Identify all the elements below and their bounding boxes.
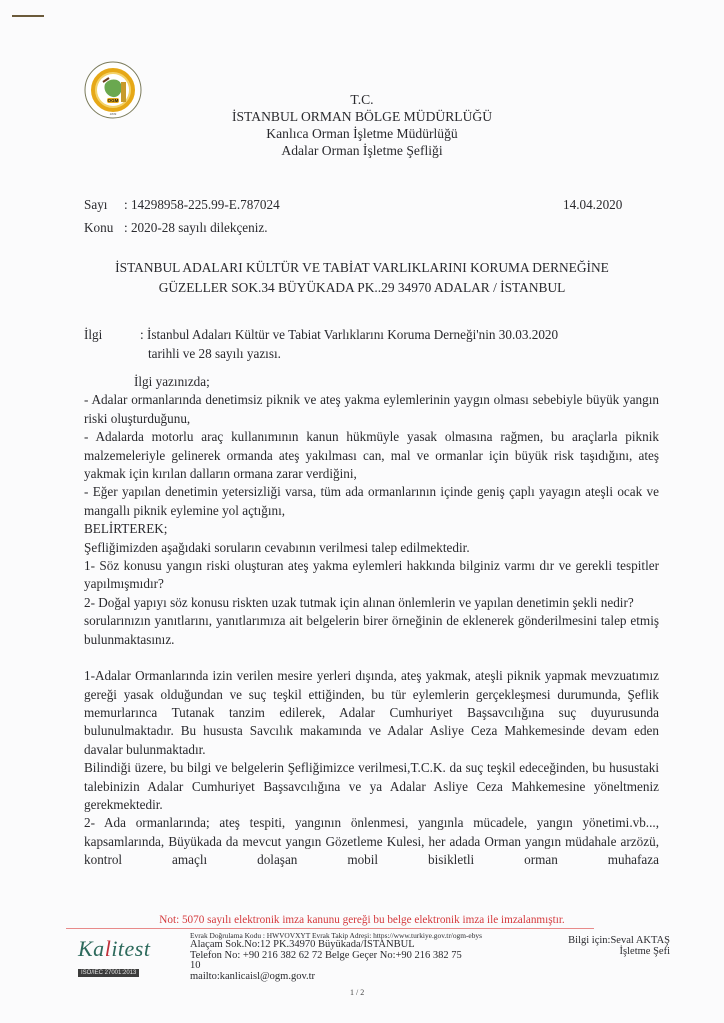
spacer (84, 649, 659, 667)
sayi-label: Sayı (84, 197, 108, 212)
kalitest-logo (78, 937, 158, 979)
answer-1-continued: Bilindiği üzere, bu bilgi ve belgelerin Şefliğimizce verilmesi,T.C.K. da suç teşkil edeceğinden, bu husustaki talebinizin Adalar Cumhuriyet Başsavcılığına ve ya Adalar Asliye Ceza Mahkemesine yöneltmeniz gerekmektedir. (84, 760, 659, 812)
recipient-name: İSTANBUL ADALARI KÜLTÜR VE TABİAT VARLIKLARINI KORUMA DERNEĞİNE (115, 260, 609, 275)
body-emphasis: BELİRTEREK; (84, 521, 168, 537)
ogm-logo (83, 60, 143, 120)
info-person: Bilgi için:Seval AKTAŞ (568, 935, 670, 946)
tree-trunk-icon (121, 82, 126, 102)
kalitest-suffix: itest (111, 936, 151, 961)
kalitest-mark: l (104, 936, 112, 961)
footer-divider (66, 928, 594, 929)
recipient-address: GÜZELLER SOK.34 BÜYÜKADA PK..29 34970 ADALAR / İSTANBUL (158, 280, 566, 295)
body-paragraph: - Eğer yapılan denetimin yetersizliği varsa, tüm ada ormanlarının içinde geniş çaplı yayagın ateşli ocak ve mangallı piknik eylemine yol açtığını, (84, 484, 659, 518)
kalitest-wordmark (78, 937, 158, 961)
verification-code: Evrak Doğrulama Kodu : HWVOVXYT Evrak Takip Adresi: https://www.turkiye.gov.tr/ogm-ebys (190, 931, 482, 940)
iso-badge: ISO/IEC 27001:2013 (78, 969, 139, 977)
letterhead (150, 91, 574, 159)
info-contact (540, 935, 670, 957)
answer-1: 1-Adalar Ormanlarında izin verilen mesire yerleri dışında, ateş yakmak, ateşli piknik yapmak mevzuatımız gereği yasak olduğundan ve suç teşkil ettiğinden, bu tür eylemlerin gerçekleşmesi durumunda, Şeflik memurlarınca Tutanak tanzim edilerek, Adalar Cumhuriyet Başsavcılığına suç duyurusunda bulunulmaktadır. Bu hususta Savcılık makamında ve Adalar Asliye Ceza Mahkemesinde devam eden davalar bulunmaktadır. (84, 668, 659, 757)
ilgi-line2: tarihli ve 28 sayılı yazısı. (148, 346, 281, 361)
footer-address: Alaçam Sok.No:12 PK.34970 Büyükada/İSTANBUL (190, 939, 415, 950)
body-paragraph: Şefliğimizden aşağıdaki soruların cevabının verilmesi talep edilmektedir. (84, 539, 470, 555)
body-paragraph: - Adalar ormanlarında denetimsiz piknik ve ateş yakma eylemlerinin yaygın olması sebebiyle büyük yangın riski oluşturduğunu, (84, 392, 659, 426)
footer-phone-cont: 10 (190, 960, 201, 971)
header-tc: T.C. (350, 92, 374, 107)
recipient-block (20, 258, 704, 298)
kalitest-prefix: Ka (78, 936, 105, 961)
footer-phone: Telefon No: +90 216 382 62 72 Belge Geçer No:+90 216 382 75 (190, 949, 462, 961)
letter-body (84, 373, 659, 870)
sayi-row (84, 196, 280, 214)
logo-ogm-text: OGM (107, 98, 119, 103)
konu-value: : 2020-28 sayılı dilekçeniz. (124, 220, 268, 235)
header-management: Kanlıca Orman İşletme Müdürlüğü (266, 126, 458, 141)
body-paragraph: - Adalarda motorlu araç kullanımının kanun hükmüyle yasak olmasına rağmen, bu araçlarla piknik malzemeleriyle gelinerek ormanda ateş yakılması can, mal ve ormanlar için büyük risk taşıdığını, ateş yakmak için kırılan dalların ormana zarar verdiğini, (84, 429, 659, 482)
document-date: 14.04.2020 (563, 197, 623, 212)
body-paragraph: sorularınızın yanıtlarını, yanıtlarımıza ait belgelerin birer örneğinin de eklenerek gönderilmesini talep etmiş bulunmaktasınız. (84, 613, 659, 647)
sayi-value: : 14298958-225.99-E.787024 (124, 197, 280, 212)
page-number: 1 / 2 (350, 988, 365, 997)
scan-mark (12, 15, 44, 17)
e-signature-note: Not: 5070 sayılı elektronik imza kanunu gereği bu belge elektronik imza ile imzalanmıştır. (159, 914, 565, 926)
ilgi-label: İlgi (84, 327, 103, 342)
info-title: İşletme Şefi (619, 946, 670, 957)
question-1: 1- Söz konusu yangın riski oluşturan ateş yakma eylemleri hakkında bilginiz varmı dır ve gerekli tespitler yapılmışmıdır? (84, 558, 659, 592)
konu-row (84, 219, 268, 237)
answer-2: 2- Ada ormanlarında; ateş tespiti, yangının önlenmesi, yangınla mücadele, yangın yönetimi.vb..., kapsamlarında, Büyükada da mevcut yangın Gözetleme Kulesi, her adada Orman yangın müdahale arzözü, kontrol amaçlı dolaşan mobil bisikletli orman muhafaza (84, 815, 659, 868)
konu-label: Konu (84, 220, 114, 235)
header-chiefdom: Adalar Orman İşletme Şefliği (281, 143, 443, 158)
body-intro: İlgi yazınızda; (134, 374, 210, 389)
header-directorate: İSTANBUL ORMAN BÖLGE MÜDÜRLÜĞÜ (231, 109, 493, 124)
footer-contact (190, 931, 482, 982)
ilgi-line1: : İstanbul Adaları Kültür ve Tabiat Varlıklarını Koruma Derneği'nin 30.03.2020 (140, 327, 559, 342)
logo-year: 1839 (109, 112, 117, 116)
footer-email[interactable]: mailto:kanlicaisl@ogm.gov.tr (190, 970, 316, 982)
question-2: 2- Doğal yapıyı söz konusu riskten uzak tutmak için alınan önlemlerin ve yapılan denetimin şekli nedir? (84, 594, 634, 610)
